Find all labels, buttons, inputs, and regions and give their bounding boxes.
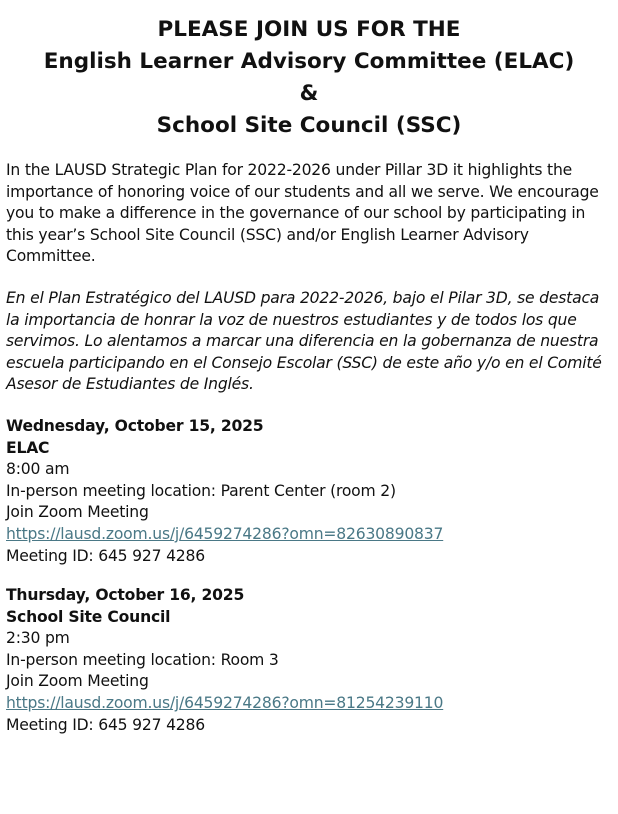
intro-spanish: En el Plan Estratégico del LAUSD para 2022-2026, bajo el Pilar 3D, se destaca la importancia de honrar la voz de nuestros estudiantes y de todos los que servimos. Lo alentamos a marcar una diferencia en la gobernanza de nuestra escuela participando en el Consejo Escolar (SSC) de este año y/o en el Comité Asesor de Estudiantes de Inglés. [6,288,602,394]
event-location: In-person meeting location: Room 3 [6,650,279,669]
intro-english: In the LAUSD Strategic Plan for 2022-2026 under Pillar 3D it highlights the importance of honoring voice of our students and all we serve. We encourage you to make a difference in the governance of our school by participating in this year’s School Site Council (SSC) and/or English Learner Advisory Committee. [6,161,599,266]
event-time: 2:30 pm [6,629,70,648]
title-line-3: & [299,81,319,106]
event-elac [6,416,610,567]
meeting-id: Meeting ID: 645 927 4286 [6,546,205,565]
event-location: In-person meeting location: Parent Center (room 2) [6,481,396,500]
event-name: School Site Council [6,607,171,626]
zoom-label: Join Zoom Meeting [6,672,149,691]
zoom-link[interactable]: https://lausd.zoom.us/j/6459274286?omn=82630890837 [6,524,444,543]
zoom-label: Join Zoom Meeting [6,503,149,522]
event-date: Thursday, October 16, 2025 [6,586,245,605]
flyer-title [0,14,618,142]
flyer-body [0,160,618,736]
event-time: 8:00 am [6,460,70,479]
meeting-id: Meeting ID: 645 927 4286 [6,715,205,734]
event-name: ELAC [6,438,50,457]
zoom-link[interactable]: https://lausd.zoom.us/j/6459274286?omn=81254239110 [6,694,444,713]
title-line-2: English Learner Advisory Committee (ELAC) [43,49,575,74]
title-line-4: School Site Council (SSC) [156,113,462,138]
event-date: Wednesday, October 15, 2025 [6,416,264,435]
event-ssc [6,585,610,736]
title-line-1: PLEASE JOIN US FOR THE [157,17,461,42]
